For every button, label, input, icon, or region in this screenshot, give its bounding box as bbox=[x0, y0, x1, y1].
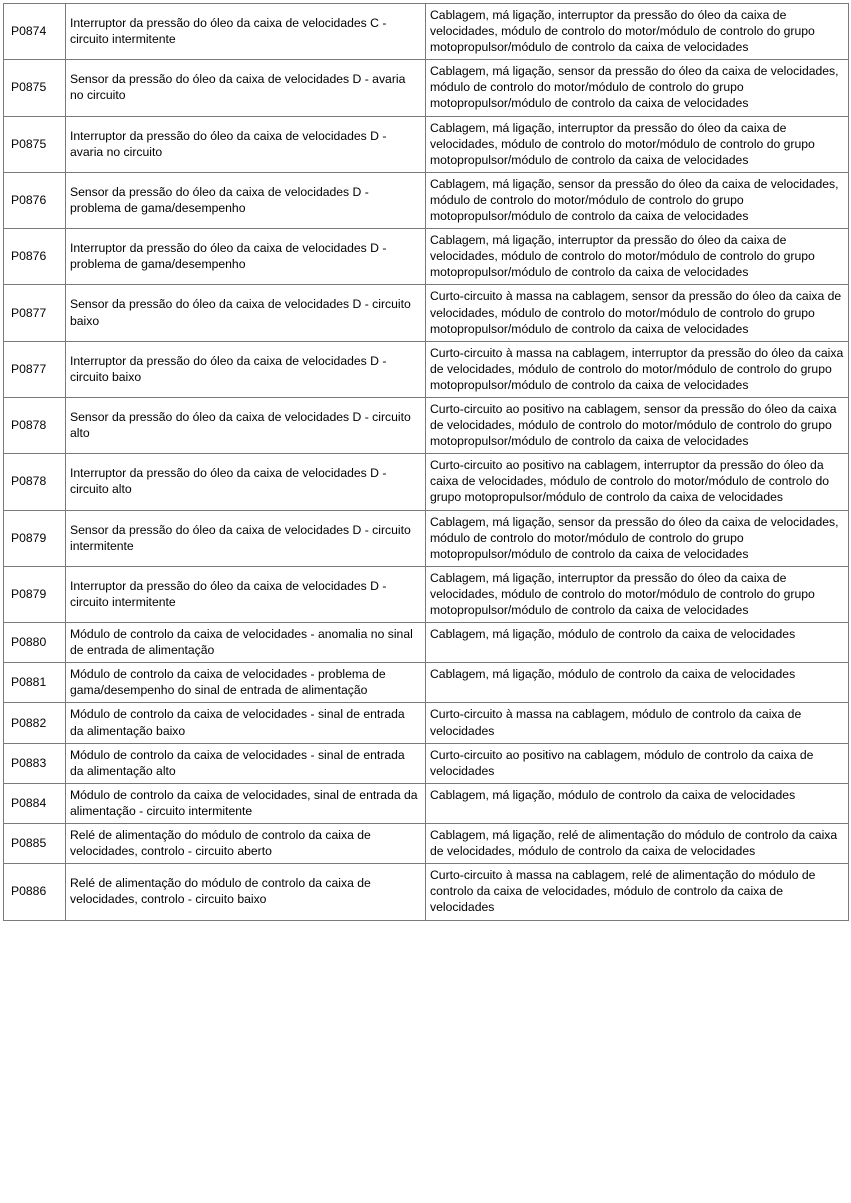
dtc-description-cell: Relé de alimentação do módulo de controlo da caixa de velocidades, controlo - circuito baixo bbox=[66, 864, 426, 920]
dtc-code-cell: P0875 bbox=[4, 60, 66, 116]
dtc-code-cell: P0876 bbox=[4, 229, 66, 285]
table-row bbox=[4, 510, 849, 566]
dtc-probable-cause-cell: Curto-circuito à massa na cablagem, módulo de controlo da caixa de velocidades bbox=[426, 703, 849, 743]
dtc-description-cell: Sensor da pressão do óleo da caixa de velocidades D - circuito baixo bbox=[66, 285, 426, 341]
dtc-code-cell: P0874 bbox=[4, 4, 66, 60]
dtc-probable-cause-cell: Cablagem, má ligação, módulo de controlo da caixa de velocidades bbox=[426, 623, 849, 663]
table-row bbox=[4, 703, 849, 743]
dtc-table-body bbox=[4, 4, 849, 921]
dtc-description-cell: Interruptor da pressão do óleo da caixa de velocidades C - circuito intermitente bbox=[66, 4, 426, 60]
dtc-code-cell: P0879 bbox=[4, 510, 66, 566]
dtc-code-cell: P0877 bbox=[4, 341, 66, 397]
dtc-description-cell: Módulo de controlo da caixa de velocidades - sinal de entrada da alimentação alto bbox=[66, 743, 426, 783]
dtc-code-cell: P0883 bbox=[4, 743, 66, 783]
dtc-probable-cause-cell: Cablagem, má ligação, interruptor da pressão do óleo da caixa de velocidades, módulo de controlo do motor/módulo de controlo do grupo motopropulsor/módulo de controlo da caixa de velocidades bbox=[426, 566, 849, 622]
dtc-code-cell: P0878 bbox=[4, 397, 66, 453]
dtc-code-cell: P0879 bbox=[4, 566, 66, 622]
dtc-description-cell: Interruptor da pressão do óleo da caixa de velocidades D - circuito alto bbox=[66, 454, 426, 510]
dtc-code-cell: P0880 bbox=[4, 623, 66, 663]
dtc-probable-cause-cell: Cablagem, má ligação, sensor da pressão do óleo da caixa de velocidades, módulo de controlo do motor/módulo de controlo do grupo motopropulsor/módulo de controlo da caixa de velocidades bbox=[426, 172, 849, 228]
table-row bbox=[4, 623, 849, 663]
dtc-code-cell: P0881 bbox=[4, 663, 66, 703]
dtc-description-cell: Módulo de controlo da caixa de velocidades - anomalia no sinal de entrada de alimentação bbox=[66, 623, 426, 663]
dtc-probable-cause-cell: Cablagem, má ligação, sensor da pressão do óleo da caixa de velocidades, módulo de controlo do motor/módulo de controlo do grupo motopropulsor/módulo de controlo da caixa de velocidades bbox=[426, 60, 849, 116]
dtc-probable-cause-cell: Cablagem, má ligação, relé de alimentação do módulo de controlo da caixa de velocidades, módulo de controlo da caixa de velocidades bbox=[426, 824, 849, 864]
table-row bbox=[4, 285, 849, 341]
dtc-description-cell: Sensor da pressão do óleo da caixa de velocidades D - problema de gama/desempenho bbox=[66, 172, 426, 228]
dtc-probable-cause-cell: Curto-circuito à massa na cablagem, sensor da pressão do óleo da caixa de velocidades, módulo de controlo do motor/módulo de controlo do grupo motopropulsor/módulo de controlo da caixa de velocidades bbox=[426, 285, 849, 341]
table-row bbox=[4, 454, 849, 510]
dtc-probable-cause-cell: Cablagem, má ligação, módulo de controlo da caixa de velocidades bbox=[426, 663, 849, 703]
dtc-probable-cause-cell: Cablagem, má ligação, interruptor da pressão do óleo da caixa de velocidades, módulo de controlo do motor/módulo de controlo do grupo motopropulsor/módulo de controlo da caixa de velocidades bbox=[426, 4, 849, 60]
table-row bbox=[4, 743, 849, 783]
dtc-probable-cause-cell: Cablagem, má ligação, sensor da pressão do óleo da caixa de velocidades, módulo de controlo do motor/módulo de controlo do grupo motopropulsor/módulo de controlo da caixa de velocidades bbox=[426, 510, 849, 566]
dtc-code-cell: P0877 bbox=[4, 285, 66, 341]
table-row bbox=[4, 864, 849, 920]
table-row bbox=[4, 341, 849, 397]
table-row bbox=[4, 783, 849, 823]
dtc-code-cell: P0875 bbox=[4, 116, 66, 172]
dtc-code-cell: P0884 bbox=[4, 783, 66, 823]
table-row bbox=[4, 824, 849, 864]
dtc-code-cell: P0878 bbox=[4, 454, 66, 510]
dtc-probable-cause-cell: Curto-circuito ao positivo na cablagem, sensor da pressão do óleo da caixa de velocidades, módulo de controlo do motor/módulo de controlo do grupo motopropulsor/módulo de controlo da caixa de velocidades bbox=[426, 397, 849, 453]
dtc-description-cell: Sensor da pressão do óleo da caixa de velocidades D - circuito intermitente bbox=[66, 510, 426, 566]
dtc-probable-cause-cell: Curto-circuito à massa na cablagem, interruptor da pressão do óleo da caixa de velocidades, módulo de controlo do motor/módulo de controlo do grupo motopropulsor/módulo de controlo da caixa de velocidades bbox=[426, 341, 849, 397]
table-row bbox=[4, 172, 849, 228]
dtc-description-cell: Interruptor da pressão do óleo da caixa de velocidades D - circuito baixo bbox=[66, 341, 426, 397]
table-row bbox=[4, 663, 849, 703]
table-row bbox=[4, 397, 849, 453]
dtc-code-cell: P0886 bbox=[4, 864, 66, 920]
dtc-description-cell: Interruptor da pressão do óleo da caixa de velocidades D - problema de gama/desempenho bbox=[66, 229, 426, 285]
dtc-probable-cause-cell: Cablagem, má ligação, módulo de controlo da caixa de velocidades bbox=[426, 783, 849, 823]
table-row bbox=[4, 116, 849, 172]
dtc-probable-cause-cell: Cablagem, má ligação, interruptor da pressão do óleo da caixa de velocidades, módulo de controlo do motor/módulo de controlo do grupo motopropulsor/módulo de controlo da caixa de velocidades bbox=[426, 116, 849, 172]
dtc-probable-cause-cell: Curto-circuito ao positivo na cablagem, interruptor da pressão do óleo da caixa de velocidades, módulo de controlo do motor/módulo de controlo do grupo motopropulsor/módulo de controlo da caixa de velocidades bbox=[426, 454, 849, 510]
dtc-description-cell: Módulo de controlo da caixa de velocidades - problema de gama/desempenho do sinal de entrada de alimentação bbox=[66, 663, 426, 703]
dtc-description-cell: Módulo de controlo da caixa de velocidades, sinal de entrada da alimentação - circuito intermitente bbox=[66, 783, 426, 823]
table-row bbox=[4, 229, 849, 285]
dtc-probable-cause-cell: Curto-circuito ao positivo na cablagem, módulo de controlo da caixa de velocidades bbox=[426, 743, 849, 783]
dtc-probable-cause-cell: Curto-circuito à massa na cablagem, relé de alimentação do módulo de controlo da caixa de velocidades, módulo de controlo da caixa de velocidades bbox=[426, 864, 849, 920]
dtc-code-cell: P0885 bbox=[4, 824, 66, 864]
table-row bbox=[4, 4, 849, 60]
table-row bbox=[4, 60, 849, 116]
dtc-description-cell: Interruptor da pressão do óleo da caixa de velocidades D - avaria no circuito bbox=[66, 116, 426, 172]
dtc-description-cell: Interruptor da pressão do óleo da caixa de velocidades D - circuito intermitente bbox=[66, 566, 426, 622]
dtc-description-cell: Relé de alimentação do módulo de controlo da caixa de velocidades, controlo - circuito aberto bbox=[66, 824, 426, 864]
table-row bbox=[4, 566, 849, 622]
dtc-description-cell: Módulo de controlo da caixa de velocidades - sinal de entrada da alimentação baixo bbox=[66, 703, 426, 743]
dtc-code-cell: P0876 bbox=[4, 172, 66, 228]
dtc-fault-code-table bbox=[3, 3, 849, 921]
dtc-description-cell: Sensor da pressão do óleo da caixa de velocidades D - avaria no circuito bbox=[66, 60, 426, 116]
dtc-code-cell: P0882 bbox=[4, 703, 66, 743]
dtc-probable-cause-cell: Cablagem, má ligação, interruptor da pressão do óleo da caixa de velocidades, módulo de controlo do motor/módulo de controlo do grupo motopropulsor/módulo de controlo da caixa de velocidades bbox=[426, 229, 849, 285]
dtc-description-cell: Sensor da pressão do óleo da caixa de velocidades D - circuito alto bbox=[66, 397, 426, 453]
